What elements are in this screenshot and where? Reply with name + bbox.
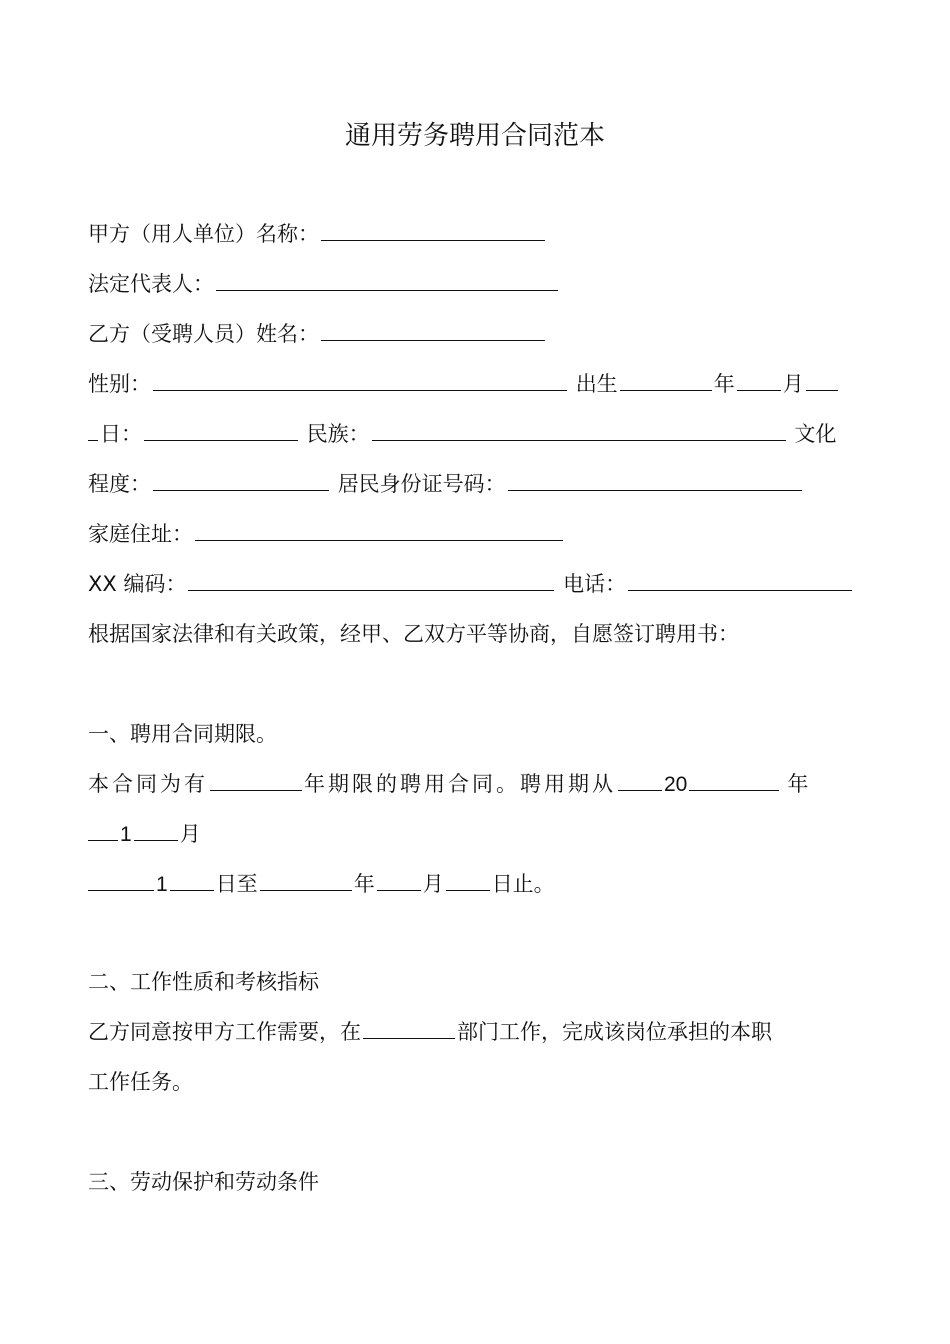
term-years-blank[interactable]	[210, 770, 302, 791]
s1-month2-label: 月	[422, 872, 444, 896]
year-label: 年	[713, 372, 735, 396]
culture-label-a: 文化	[794, 422, 837, 446]
party-b-label: 乙方（受聘人员）姓名：	[88, 322, 319, 346]
section-1-line-2	[88, 818, 201, 850]
birth-year-blank[interactable]	[620, 370, 712, 391]
section-3-heading: 三、劳动保护和劳动条件	[88, 1170, 319, 1194]
s1-text-b: 年期限的聘用合同。聘用期从	[304, 772, 616, 796]
start-year-blank-a[interactable]	[618, 770, 662, 791]
start-day-value: 1	[156, 873, 168, 896]
department-blank[interactable]	[363, 1018, 455, 1039]
education-blank[interactable]	[153, 470, 329, 491]
start-year-blank-b[interactable]	[689, 770, 779, 791]
end-day-blank[interactable]	[446, 870, 490, 891]
start-month-blank-a[interactable]	[88, 820, 118, 841]
start-day-blank-b[interactable]	[170, 870, 214, 891]
id-blank[interactable]	[508, 470, 802, 491]
day-label: 日：	[100, 422, 142, 446]
postcode-blank[interactable]	[188, 570, 554, 591]
address-blank[interactable]	[195, 520, 563, 541]
s2-text-b: 部门工作，完成该岗位承担的本职	[457, 1020, 772, 1044]
gender-blank[interactable]	[153, 370, 567, 391]
s2-text-a: 乙方同意按甲方工作需要，在	[88, 1020, 361, 1044]
section-2-heading: 二、工作性质和考核指标	[88, 970, 319, 994]
start-day-blank-a[interactable]	[88, 870, 154, 891]
end-month-blank[interactable]	[377, 870, 421, 891]
birth-month-blank[interactable]	[737, 370, 781, 391]
day-ethnicity-line	[88, 418, 836, 450]
culture-label-b: 程度：	[88, 472, 151, 496]
end-year-blank[interactable]	[260, 870, 352, 891]
s1-day-end: 日止。	[491, 872, 555, 896]
party-a-line	[88, 218, 547, 250]
start-month-value: 1	[120, 823, 132, 846]
ethnicity-blank[interactable]	[372, 420, 786, 441]
postcode-label: XX 编码：	[88, 572, 187, 596]
birth-day-blank-b[interactable]	[88, 420, 98, 441]
month-label: 月	[782, 372, 804, 396]
section-1-line-3	[88, 868, 555, 900]
postcode-phone-line	[88, 568, 854, 600]
section-1-line-1	[88, 768, 808, 800]
party-a-label: 甲方（用人单位）名称：	[88, 222, 319, 246]
section-1-heading: 一、聘用合同期限。	[88, 722, 277, 746]
legal-rep-line	[88, 268, 560, 300]
s1-month-label: 月	[179, 822, 201, 846]
party-a-blank[interactable]	[321, 220, 545, 241]
s1-year-label: 年	[787, 772, 809, 796]
section-2-line-1	[88, 1016, 772, 1048]
phone-label: 电话：	[563, 572, 627, 596]
party-b-blank[interactable]	[321, 320, 545, 341]
day-blank[interactable]	[144, 420, 298, 441]
gender-birth-line	[88, 368, 840, 400]
document-title: 通用劳务聘用合同范本	[344, 121, 605, 151]
start-year-prefix: 20	[664, 773, 688, 796]
phone-blank[interactable]	[628, 570, 852, 591]
s1-year2-label: 年	[353, 872, 375, 896]
intro-line: 根据国家法律和有关政策，经甲、乙双方平等协商，自愿签订聘用书：	[88, 622, 739, 646]
address-line	[88, 518, 565, 550]
legal-rep-blank[interactable]	[216, 270, 558, 291]
legal-rep-label: 法定代表人：	[88, 272, 214, 296]
address-label: 家庭住址：	[88, 522, 193, 546]
party-b-line	[88, 318, 547, 350]
birth-label: 出生	[575, 372, 618, 396]
s1-day-to: 日至	[215, 872, 258, 896]
start-month-blank-b[interactable]	[134, 820, 178, 841]
s1-text-a: 本合同为有	[88, 772, 208, 796]
birth-day-blank-a[interactable]	[806, 370, 838, 391]
id-label: 居民身份证号码：	[337, 472, 506, 496]
ethnicity-label: 民族：	[306, 422, 370, 446]
education-id-line	[88, 468, 804, 500]
section-2-line-2: 工作任务。	[88, 1070, 193, 1094]
gender-label: 性别：	[88, 372, 151, 396]
